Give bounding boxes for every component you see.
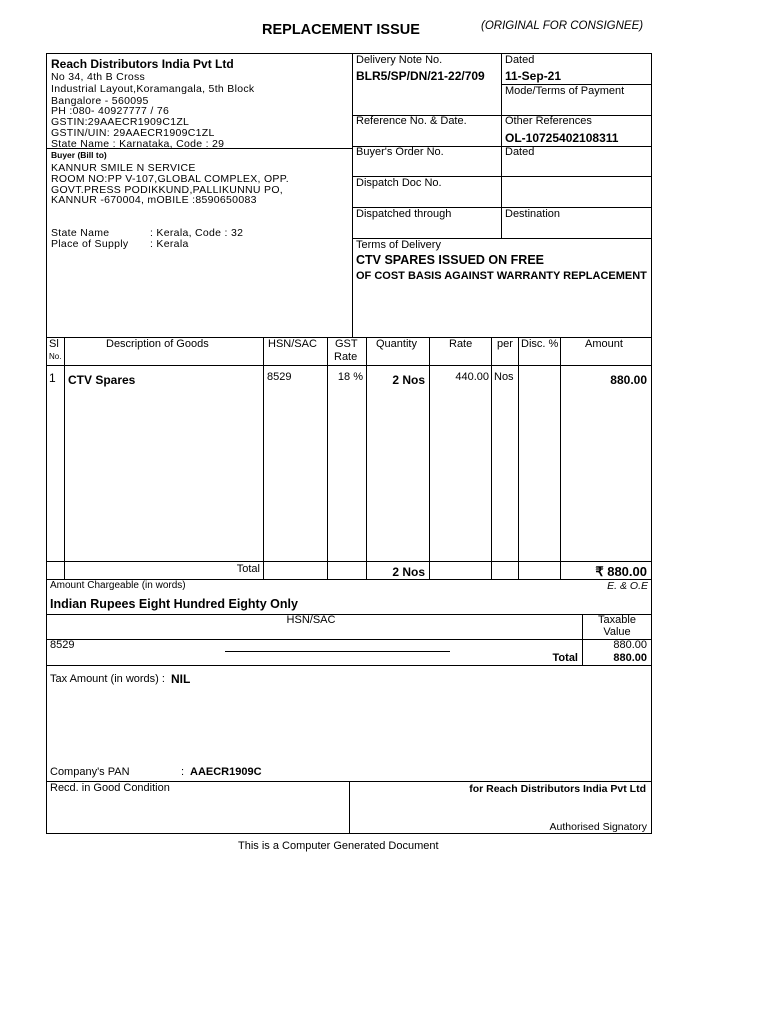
row-gst-rate: 18 % [337,371,363,383]
other-references-label: Other References [505,115,592,127]
col-header-gst: GST [335,338,358,350]
col-header-rate: Rate [449,338,473,350]
total-quantity: 2 Nos [392,565,425,579]
row-description: CTV Spares [68,373,136,387]
buyer-address-line: GOVT.PRESS PODIKKUND,PALLIKUNNU PO, [51,184,284,196]
col-header-amount: Amount [585,338,623,350]
seller-address-line: Bangalore - 560095 [51,95,149,107]
company-pan-value: AAECR1909C [190,766,262,778]
dated-value: 11-Sep-21 [505,69,562,83]
row-amount: 880.00 [610,373,647,387]
col-header-disc: Disc. % [521,338,559,350]
total-amount: ₹ 880.00 [595,564,647,579]
buyer-label: Buyer (Bill to) [51,150,107,160]
col-header-no: No. [49,352,62,361]
hsn-summary-total-value: 880.00 [613,652,647,664]
tax-amount-value: NIL [171,672,191,686]
seller-name: Reach Distributors India Pvt Ltd [51,57,234,71]
col-header-description: Description of Goods [106,338,209,350]
buyers-order-dated-label: Dated [505,146,535,158]
dispatch-doc-label: Dispatch Doc No. [356,177,442,189]
dated-label: Dated [505,54,535,66]
terms-of-delivery-line2: OF COST BASIS AGAINST WARRANTY REPLACEMENT [356,270,647,282]
terms-of-delivery-label: Terms of Delivery [356,239,441,251]
reference-label: Reference No. & Date. [356,115,467,127]
row-rate: 440.00 [455,371,489,383]
buyer-address-line: ROOM NO:PP V-107,GLOBAL COMPLEX, OPP. [51,173,289,185]
copy-label: (ORIGINAL FOR CONSIGNEE) [481,20,644,32]
total-label: Total [236,563,260,575]
row-quantity: 2 Nos [392,373,425,387]
seller-address-line: No 34, 4th B Cross [51,71,146,83]
buyer-address-line: KANNUR -670004, mOBILE :8590650083 [51,194,257,206]
buyer-name: KANNUR SMILE N SERVICE [51,162,196,174]
dispatched-through-label: Dispatched through [356,208,452,220]
col-header-hsn: HSN/SAC [268,338,317,350]
destination-label: Destination [505,208,561,220]
amount-words-value: Indian Rupees Eight Hundred Eighty Only [50,597,298,611]
seller-state: State Name : Karnataka, Code : 29 [51,138,225,150]
col-header-per: per [497,338,513,350]
col-header-gst-rate: Rate [334,351,358,363]
delivery-note-value: BLR5/SP/DN/21-22/709 [356,69,485,83]
hsn-summary-header: HSN/SAC [286,614,336,626]
mode-terms-label: Mode/Terms of Payment [505,85,625,97]
seller-gstin: GSTIN:29AAECR1909C1ZL [51,116,190,128]
seller-address-line: Industrial Layout,Koramangala, 5th Block [51,83,255,95]
received-condition-label: Recd. in Good Condition [50,782,170,794]
hsn-summary-row-value: 880.00 [613,639,647,651]
taxable-value-header: Taxable [598,614,636,626]
hsn-summary-total-label: Total [552,652,578,664]
row-per: Nos [494,371,514,383]
tax-amount-label: Tax Amount (in words) : [50,673,165,685]
col-header-quantity: Quantity [376,338,417,350]
seller-gstin-uin: GSTIN/UIN: 29AAECR1909C1ZL [51,127,215,139]
hsn-summary-row-hsn: 8529 [50,639,75,651]
col-header-si: Sl [49,338,59,350]
row-hsn: 8529 [267,371,292,383]
eoe-label: E. & O.E [607,580,648,592]
authorised-signatory-label: Authorised Signatory [549,821,647,833]
company-pan-colon: : [181,766,185,778]
taxable-value-header-2: Value [603,626,631,638]
terms-of-delivery-line1: CTV SPARES ISSUED ON FREE [356,253,544,267]
computer-generated-note: This is a Computer Generated Document [238,840,439,852]
delivery-note-label: Delivery Note No. [356,54,443,66]
buyers-order-label: Buyer's Order No. [356,146,444,158]
buyer-state-label: State Name [51,227,110,239]
amount-words-label: Amount Chargeable (in words) [50,580,186,591]
place-of-supply-label: Place of Supply [51,238,129,250]
document-title: REPLACEMENT ISSUE [262,22,420,38]
row-si: 1 [49,371,56,385]
place-of-supply-value: : Kerala [150,238,189,250]
other-references-value: OL-10725402108311 [505,131,619,145]
for-company-label: for Reach Distributors India Pvt Ltd [469,783,646,795]
seller-phone: PH :080- 40927777 / 76 [51,105,170,117]
buyer-state-value: : Kerala, Code : 32 [150,227,244,239]
company-pan-label: Company's PAN [50,766,130,778]
